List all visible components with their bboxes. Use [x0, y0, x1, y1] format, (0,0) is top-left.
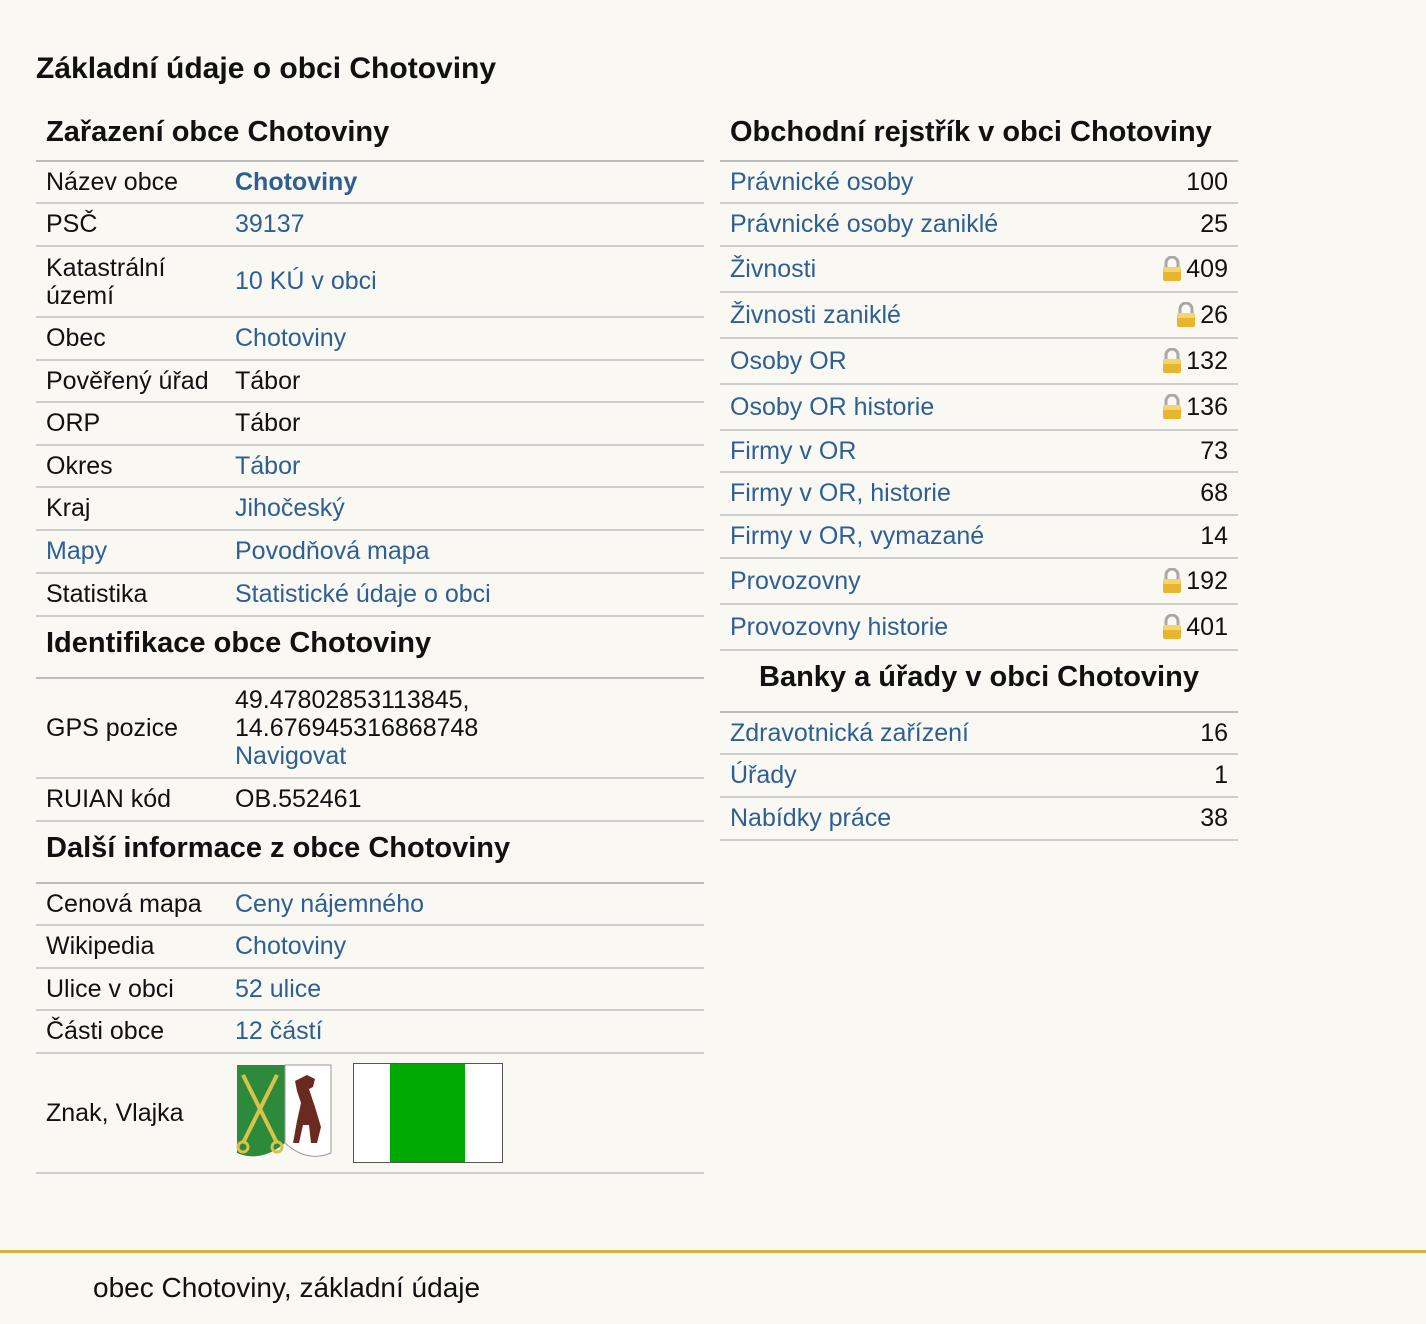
lock-icon — [1162, 614, 1182, 640]
maps-link[interactable]: Mapy — [46, 537, 108, 565]
count-value: 132 — [1186, 346, 1228, 375]
page-title: Základní údaje o obci Chotoviny — [36, 52, 497, 85]
navigate-link[interactable]: Navigovat — [235, 742, 347, 770]
streets-link[interactable]: 52 ulice — [235, 974, 322, 1003]
row-label: Název obce — [46, 167, 179, 196]
district-link[interactable]: Tábor — [235, 451, 301, 480]
table-row — [36, 318, 704, 361]
footer-divider — [0, 1250, 1426, 1253]
row-label: Okres — [46, 451, 113, 480]
gps-longitude: 14.676945316868748 — [235, 714, 479, 742]
count-value: 26 — [1200, 300, 1228, 329]
municipality-name-link[interactable]: Chotoviny — [235, 167, 358, 196]
row-value: Tábor — [235, 366, 301, 395]
list-item — [720, 385, 1238, 431]
firms-or-history-link[interactable]: Firmy v OR, historie — [730, 479, 951, 507]
section-heading-dalsi: Další informace z obce Chotoviny — [36, 822, 704, 884]
row-label: Kraj — [46, 494, 91, 522]
lock-icon — [1176, 302, 1196, 328]
count-value: 38 — [1200, 804, 1228, 832]
count-value: 16 — [1200, 718, 1228, 747]
table-row — [36, 574, 704, 617]
cadastral-link[interactable]: 10 KÚ v obci — [235, 267, 377, 295]
row-label: ORP — [46, 409, 101, 437]
lock-icon — [1162, 256, 1182, 282]
row-label: Katastrální území — [46, 253, 166, 310]
left-column — [36, 110, 704, 1174]
row-label: Wikipedia — [46, 932, 155, 960]
count-locked — [1162, 347, 1228, 376]
count-value: 73 — [1200, 436, 1228, 465]
footer-text: obec Chotoviny, základní údaje — [93, 1272, 481, 1303]
firms-or-deleted-link[interactable]: Firmy v OR, vymazané — [730, 522, 985, 550]
list-item — [720, 204, 1238, 247]
section-heading-obchodni: Obchodní rejstřík v obci Chotoviny — [720, 110, 1238, 162]
list-item — [720, 293, 1238, 339]
count-value: 136 — [1186, 392, 1228, 421]
row-label: PSČ — [46, 210, 98, 238]
table-row — [36, 162, 704, 204]
establishments-history-link[interactable]: Provozovny historie — [730, 612, 949, 641]
table-row — [36, 247, 704, 318]
row-value: Tábor — [235, 409, 301, 437]
psc-link[interactable]: 39137 — [235, 210, 305, 238]
table-row — [36, 361, 704, 403]
ruian-value: OB.552461 — [235, 785, 362, 813]
persons-or-link[interactable]: Osoby OR — [730, 346, 847, 375]
wikipedia-link[interactable]: Chotoviny — [235, 932, 347, 960]
lock-icon — [1162, 348, 1182, 374]
count-value: 100 — [1186, 167, 1228, 196]
lock-icon — [1162, 394, 1182, 420]
count-value: 1 — [1214, 761, 1228, 789]
list-item — [720, 755, 1238, 798]
list-item — [720, 162, 1238, 204]
list-item — [720, 605, 1238, 651]
count-value: 192 — [1186, 566, 1228, 595]
legal-entities-link[interactable]: Právnické osoby — [730, 167, 914, 196]
list-item — [720, 339, 1238, 385]
table-row — [36, 884, 704, 926]
statistics-link[interactable]: Statistické údaje o obci — [235, 580, 491, 608]
row-label: Obec — [46, 324, 106, 352]
row-label: Statistika — [46, 580, 148, 608]
trades-link[interactable]: Živnosti — [730, 254, 817, 283]
lock-icon — [1162, 568, 1182, 594]
count-value: 401 — [1186, 612, 1228, 641]
count-value: 68 — [1200, 479, 1228, 507]
count-locked — [1162, 255, 1228, 284]
rent-prices-link[interactable]: Ceny nájemného — [235, 889, 425, 918]
row-label: Pověřený úřad — [46, 366, 209, 395]
flood-map-link[interactable]: Povodňová mapa — [235, 537, 430, 565]
table-row — [36, 204, 704, 247]
job-offers-link[interactable]: Nabídky práce — [730, 804, 892, 832]
count-value: 25 — [1200, 210, 1228, 238]
table-row — [36, 926, 704, 969]
table-row — [36, 1011, 704, 1054]
list-item — [720, 473, 1238, 516]
offices-link[interactable]: Úřady — [730, 761, 797, 789]
health-facilities-link[interactable]: Zdravotnická zařízení — [730, 718, 969, 747]
count-value: 409 — [1186, 254, 1228, 283]
row-label: Části obce — [46, 1017, 165, 1045]
row-label: Ulice v obci — [46, 974, 174, 1003]
count-locked — [1162, 613, 1228, 642]
row-label: Cenová mapa — [46, 889, 202, 918]
list-item — [720, 431, 1238, 473]
table-row — [36, 969, 704, 1011]
right-column — [720, 110, 1238, 841]
table-row — [36, 446, 704, 488]
list-item — [720, 559, 1238, 605]
count-locked — [1176, 301, 1228, 330]
row-label: RUIAN kód — [46, 785, 172, 813]
list-item — [720, 713, 1238, 755]
section-heading-banky: Banky a úřady v obci Chotoviny — [720, 651, 1238, 713]
flag-image[interactable] — [353, 1063, 503, 1163]
count-locked — [1162, 567, 1228, 596]
row-label: Znak, Vlajka — [46, 1098, 184, 1127]
establishments-link[interactable]: Provozovny — [730, 566, 861, 595]
municipality-link[interactable]: Chotoviny — [235, 324, 347, 352]
list-item — [720, 798, 1238, 841]
list-item — [720, 247, 1238, 293]
gps-value — [235, 686, 704, 770]
table-row — [36, 403, 704, 446]
trades-defunct-link[interactable]: Živnosti zaniklé — [730, 300, 901, 329]
count-value: 14 — [1200, 522, 1228, 550]
coat-of-arms-image[interactable] — [235, 1063, 333, 1163]
table-row — [36, 1054, 704, 1174]
row-label: GPS pozice — [46, 713, 179, 742]
table-row — [36, 531, 704, 574]
firms-or-link[interactable]: Firmy v OR — [730, 436, 857, 465]
parts-link[interactable]: 12 částí — [235, 1017, 323, 1045]
count-locked — [1162, 393, 1228, 422]
table-row — [36, 779, 704, 822]
table-row — [36, 679, 704, 779]
region-link[interactable]: Jihočeský — [235, 494, 345, 522]
list-item — [720, 516, 1238, 559]
section-heading-identifikace: Identifikace obce Chotoviny — [36, 617, 704, 679]
persons-or-history-link[interactable]: Osoby OR historie — [730, 392, 935, 421]
emblems — [235, 1063, 704, 1163]
legal-entities-defunct-link[interactable]: Právnické osoby zaniklé — [730, 210, 999, 238]
gps-latitude: 49.47802853113845, — [235, 686, 470, 714]
section-heading-zarazeni: Zařazení obce Chotoviny — [36, 110, 704, 162]
table-row — [36, 488, 704, 531]
